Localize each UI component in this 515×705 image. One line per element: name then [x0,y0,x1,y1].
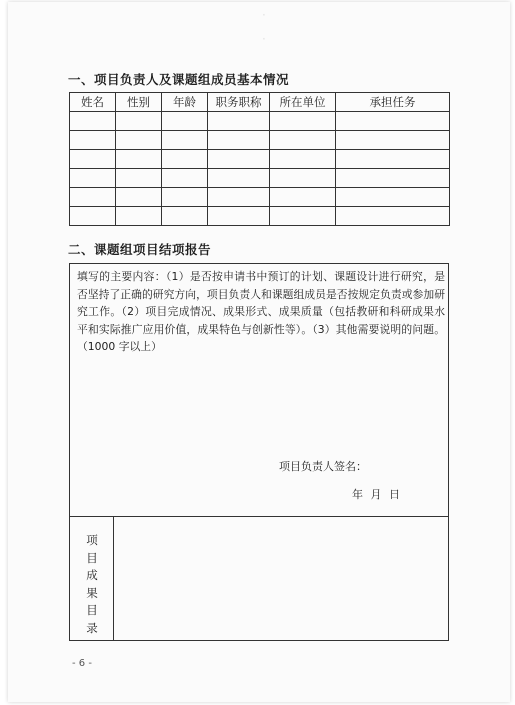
document-page [8,2,510,702]
table-cell[interactable] [208,188,270,207]
members-table-header-row [70,93,450,112]
table-cell[interactable] [70,188,116,207]
table-cell[interactable] [208,112,270,131]
table-cell[interactable] [116,169,162,188]
table-cell[interactable] [162,188,208,207]
table-cell[interactable] [116,131,162,150]
table-cell[interactable] [270,112,336,131]
report-instructions: 填写的主要内容：（1）是否按申请书中预订的计划、课题设计进行研究，是否坚持了正确的研究方向，项目负责人和课题组成员是否按规定负责或参加研究工作。（2）项目完成情况、成果形式、成果质量（包括教研和科研成果水平和实际推广应用价值，成果特色与创新性等）。（3）其他需要说明的问题。（1000 字以上） [77,270,445,353]
table-row [70,207,450,226]
table-cell[interactable] [162,150,208,169]
table-cell[interactable] [162,207,208,226]
table-cell[interactable] [162,169,208,188]
results-label-char: 项 [86,533,98,547]
results-label-char: 目 [86,550,98,565]
results-label-char: 成 [86,568,98,582]
table-row [70,169,450,188]
table-cell[interactable] [270,188,336,207]
table-row [70,112,450,131]
header-unit: 所在单位 [270,93,336,112]
header-age: 年龄 [162,93,208,112]
header-task: 承担任务 [336,93,450,112]
table-cell[interactable] [208,169,270,188]
table-cell[interactable] [116,207,162,226]
section-1-title: 一、项目负责人及课题组成员基本情况 [68,72,290,87]
table-cell[interactable] [70,207,116,226]
page-number: - 6 - [72,658,92,669]
table-cell[interactable] [336,112,450,131]
table-cell[interactable] [70,150,116,169]
results-label-char: 目 [86,603,98,617]
report-box [69,263,449,641]
table-cell[interactable] [270,207,336,226]
table-cell[interactable] [336,169,450,188]
table-cell[interactable] [116,188,162,207]
date-label: 年 月 日 [352,488,402,501]
header-title: 职务职称 [208,93,270,112]
table-cell[interactable] [336,188,450,207]
header-name: 姓名 [70,93,116,112]
members-table [69,92,450,226]
table-cell[interactable] [162,131,208,150]
results-divider [70,516,448,517]
results-label-char: 录 [86,620,98,635]
table-cell[interactable] [208,150,270,169]
table-cell[interactable] [336,131,450,150]
table-row [70,188,450,207]
table-cell[interactable] [208,207,270,226]
table-cell[interactable] [116,112,162,131]
table-cell[interactable] [70,112,116,131]
table-row [70,131,450,150]
table-cell[interactable] [270,150,336,169]
bleed-through-marks: · [262,32,269,46]
table-cell[interactable] [70,169,116,188]
bleed-through-marks: · [262,8,269,22]
results-label-char: 果 [86,585,98,600]
results-catalog-label [84,532,100,637]
table-cell[interactable] [162,112,208,131]
table-row [70,150,450,169]
header-gender: 性别 [116,93,162,112]
signature-label: 项目负责人签名： [279,460,367,473]
table-cell[interactable] [336,207,450,226]
table-cell[interactable] [208,131,270,150]
table-cell[interactable] [116,150,162,169]
table-cell[interactable] [70,131,116,150]
table-cell[interactable] [270,131,336,150]
table-cell[interactable] [270,169,336,188]
section-2-title: 二、课题组项目结项报告 [68,242,212,257]
results-column-divider [113,516,114,641]
table-cell[interactable] [336,150,450,169]
